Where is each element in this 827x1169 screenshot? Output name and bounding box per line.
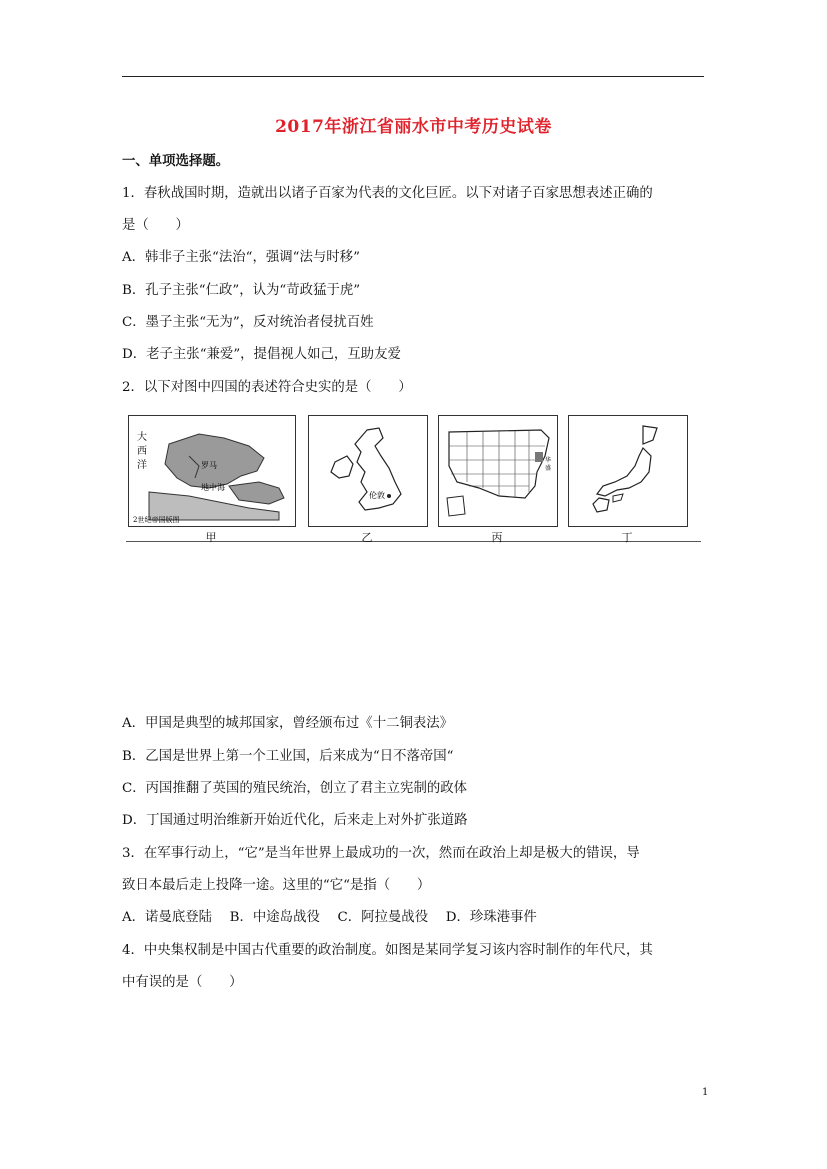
map-bing — [438, 415, 558, 527]
q1-option-b: B．孔子主张“仁政”，认为“苛政猛于虎” — [122, 283, 361, 298]
q4-stem-line2: 中有误的是（ ） — [122, 975, 243, 990]
q2-option-d: D．丁国通过明治维新开始近代化，后来走上对外扩张道路 — [122, 813, 468, 828]
map-jia-caption: 2世纪帝国版图 — [133, 516, 180, 524]
map-yi-text-lundun: 伦敦 — [369, 491, 385, 500]
q2-option-b: B．乙国是世界上第一个工业国，后来成为“日不落帝国“ — [122, 749, 454, 764]
map-ding — [568, 415, 688, 527]
page-number: 1 — [702, 1087, 709, 1098]
map-jia-text-luoma: 罗马 — [201, 461, 217, 470]
map-yi-label: 乙 — [361, 531, 373, 544]
map-bing-text-sheng: 盛 — [545, 465, 552, 472]
q1-stem-line2: 是（ ） — [122, 218, 189, 233]
map-jia-text-xi: 西 — [137, 446, 147, 457]
q2-option-c: C．丙国推翻了英国的殖民统治，创立了君主立宪制的政体 — [122, 781, 468, 796]
map-jia — [128, 415, 296, 527]
q2-maps-figure — [126, 415, 701, 545]
map-bing-usa — [439, 416, 557, 526]
map-ding-label: 丁 — [621, 531, 633, 544]
map-jia-text-dizhonghai: 地中海 — [201, 483, 225, 492]
map-yi — [308, 415, 428, 527]
q2-stem: 2．以下对图中四国的表述符合史实的是（ ） — [122, 380, 412, 395]
q2-option-a: A．甲国是典型的城邦国家，曾经颁布过《十二铜表法》 — [122, 716, 454, 731]
q3-options: A．诺曼底登陆 B．中途岛战役 C．阿拉曼战役 D．珍珠港事件 — [122, 910, 537, 925]
page-title: 2017年浙江省丽水市中考历史试卷 — [275, 117, 552, 137]
map-bing-text-hua: 华 — [545, 457, 552, 464]
q3-stem-line1: 3．在军事行动上，“它”是当年世界上最成功的一次，然而在政治上却是极大的错误，导 — [122, 846, 640, 861]
q3-stem-line2: 致日本最后走上投降一途。这里的“它“是指（ ） — [122, 878, 431, 893]
q1-option-d: D．老子主张“兼爱”，提倡视人如己，互助友爱 — [122, 347, 401, 362]
map-jia-label: 甲 — [205, 531, 217, 544]
q1-option-a: A．韩非子主张“法治“，强调“法与时移” — [122, 250, 360, 265]
q1-option-c: C．墨子主张“无为”，反对统治者侵扰百姓 — [122, 315, 374, 330]
section-heading: 一、单项选择题。 — [122, 153, 230, 169]
map-yi-britain — [309, 416, 427, 526]
map-ding-japan — [569, 416, 687, 526]
header-rule — [122, 76, 704, 77]
q1-stem-line1: 1．春秋战国时期，造就出以诸子百家为代表的文化巨匠。以下对诸子百家思想表述正确的 — [122, 186, 653, 201]
map-bing-label: 丙 — [491, 531, 503, 544]
map-jia-roman-empire — [129, 416, 295, 526]
map-jia-text-da: 大 — [137, 432, 147, 443]
q4-stem-line1: 4．中央集权制是中国古代重要的政治制度。如图是某同学复习该内容时制作的年代尺，其 — [122, 943, 653, 958]
map-jia-text-yang: 洋 — [137, 460, 147, 471]
